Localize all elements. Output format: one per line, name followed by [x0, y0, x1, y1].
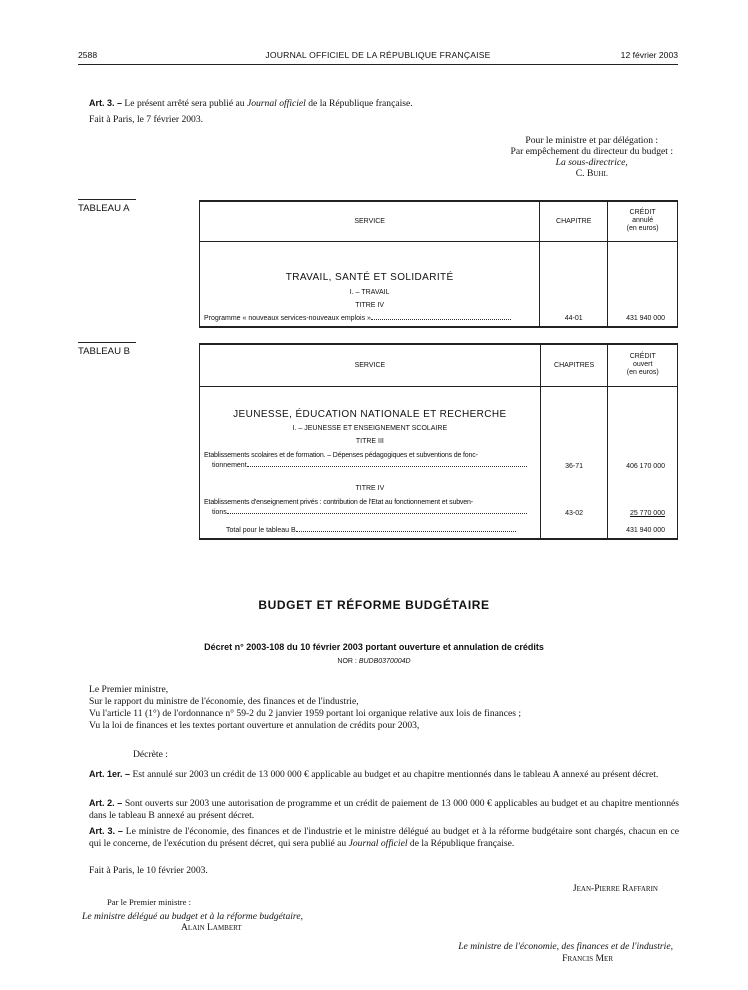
nor-reference: NOR : BUDB0370004D	[337, 658, 411, 665]
arrete-fait: Fait à Paris, le 7 février 2003.	[89, 114, 204, 125]
col-chapitres: CHAPITRES	[540, 344, 608, 386]
table-row: Programme « nouveaux services-nouveaux emplois »	[200, 315, 539, 322]
ministre-economie-title: Le ministre de l'économie, des finances et de l'industrie,	[458, 941, 673, 952]
page-header	[78, 50, 678, 62]
section-title: BUDGET ET RÉFORME BUDGÉTAIRE	[258, 598, 490, 612]
col-credit: CRÉDIT ouvert (en euros)	[608, 344, 678, 386]
chapitre-value: 43-02	[540, 474, 608, 521]
ministre-budget-name: Alain Lambert	[181, 922, 242, 933]
titre-label: TITRE IV	[355, 302, 385, 309]
ministre-budget-title: Le ministre délégué au budget et à la réforme budgétaire,	[82, 911, 303, 922]
section-name: I. – JEUNESSE ET ENSEIGNEMENT SCOLAIRE	[292, 425, 448, 432]
arrete-signature-block: Pour le ministre et par délégation : Par empêchement du directeur du budget : La sous-directrice, C. Buhl	[510, 135, 673, 179]
table-row: Etablissements scolaires et de formation. – Dépenses pédagogiques et subventions de fonc- tionnement	[200, 451, 540, 471]
tableau-a-service-cell	[200, 241, 540, 327]
titre-label: TITRE IV	[355, 485, 385, 492]
col-credit: CRÉDIT annulé (en euros)	[608, 201, 678, 241]
decret-article-1: Art. 1er. – Est annulé sur 2003 un crédit de 13 000 000 € applicable au budget et au chapitre mentionnés dans le tableau A annexé au présent décret.	[89, 769, 659, 780]
tableau-a	[199, 200, 678, 328]
header-rule	[78, 64, 678, 65]
arrete-article-3: Art. 3. – Le présent arrêté sera publié au Journal officiel de la République française.	[89, 98, 413, 109]
col-chapitre: CHAPITRE	[540, 201, 608, 241]
ministry-name: TRAVAIL, SANTÉ ET SOLIDARITÉ	[285, 272, 454, 283]
titre-label: TITRE III	[355, 438, 384, 445]
credit-value: 25 770 000	[608, 474, 678, 521]
chapitre-value: 44-01	[540, 241, 608, 327]
tableau-b-label: TABLEAU B	[78, 342, 136, 357]
decrete: Décrète :	[133, 749, 168, 760]
visas: Le Premier ministre, Sur le rapport du ministre de l'économie, des finances et de l'industrie, Vu l'article 11 (1°) de l'ordonnance n° 59-2 du 2 janvier 1959 portant loi organique relative aux lois de finances ; Vu la loi de finances et les textes portant ouverture et annulation de crédits pour 2003,	[89, 684, 522, 731]
total-row: Total pour le tableau B	[200, 521, 541, 539]
credit-value: 431 940 000	[608, 241, 678, 327]
table-row: Etablissements d'enseignement privés : contribution de l'Etat au fonctionnement et subven- tions	[200, 498, 540, 518]
decret-article-3: Art. 3. – Le ministre de l'économie, des finances et de l'industrie et le ministre délégué au budget et à la réforme budgétaire sont chargés, chacun en ce qui le concerne, de l'exécution du présent décret, qui sera publié au Journal officiel de la République française.	[89, 826, 680, 849]
decret-title: Décret n° 2003-108 du 10 février 2003 portant ouverture et annulation de crédits	[204, 642, 544, 652]
col-service: SERVICE	[200, 201, 540, 241]
signature-premier-ministre: Jean-Pierre Raffarin	[572, 883, 658, 894]
col-service: SERVICE	[200, 344, 541, 386]
tableau-a-label: TABLEAU A	[78, 199, 136, 214]
journal-officiel-ref: Journal officiel	[246, 98, 306, 109]
decret-fait: Fait à Paris, le 10 février 2003.	[89, 865, 208, 876]
issue-date: 12 février 2003	[620, 50, 678, 60]
credit-value: 406 170 000	[608, 386, 678, 474]
section-name: I. – TRAVAIL	[349, 289, 390, 296]
journal-title: JOURNAL OFFICIEL DE LA RÉPUBLIQUE FRANÇAISE	[265, 50, 491, 60]
chapitre-value: 36-71	[540, 386, 608, 474]
tableau-b	[199, 343, 678, 540]
tableau-b-service-cell-1	[200, 386, 541, 474]
tableau-b-service-cell-2	[200, 474, 541, 521]
page-number: 2588	[78, 50, 98, 60]
total-credit: 431 940 000	[608, 521, 678, 539]
ministry-name: JEUNESSE, ÉDUCATION NATIONALE ET RECHERCHE	[233, 409, 507, 420]
decret-article-2: Art. 2. – Sont ouverts sur 2003 une autorisation de programme et un crédit de paiement de 13 000 000 € applicables au budget et au chapitre mentionnés dans le tableau B annexé au présent décret.	[89, 798, 679, 821]
nor-code: BUDB0370004D	[358, 658, 411, 665]
ministre-economie-name: Francis Mer	[562, 953, 613, 964]
par-le-premier-ministre: Par le Premier ministre :	[107, 897, 192, 907]
